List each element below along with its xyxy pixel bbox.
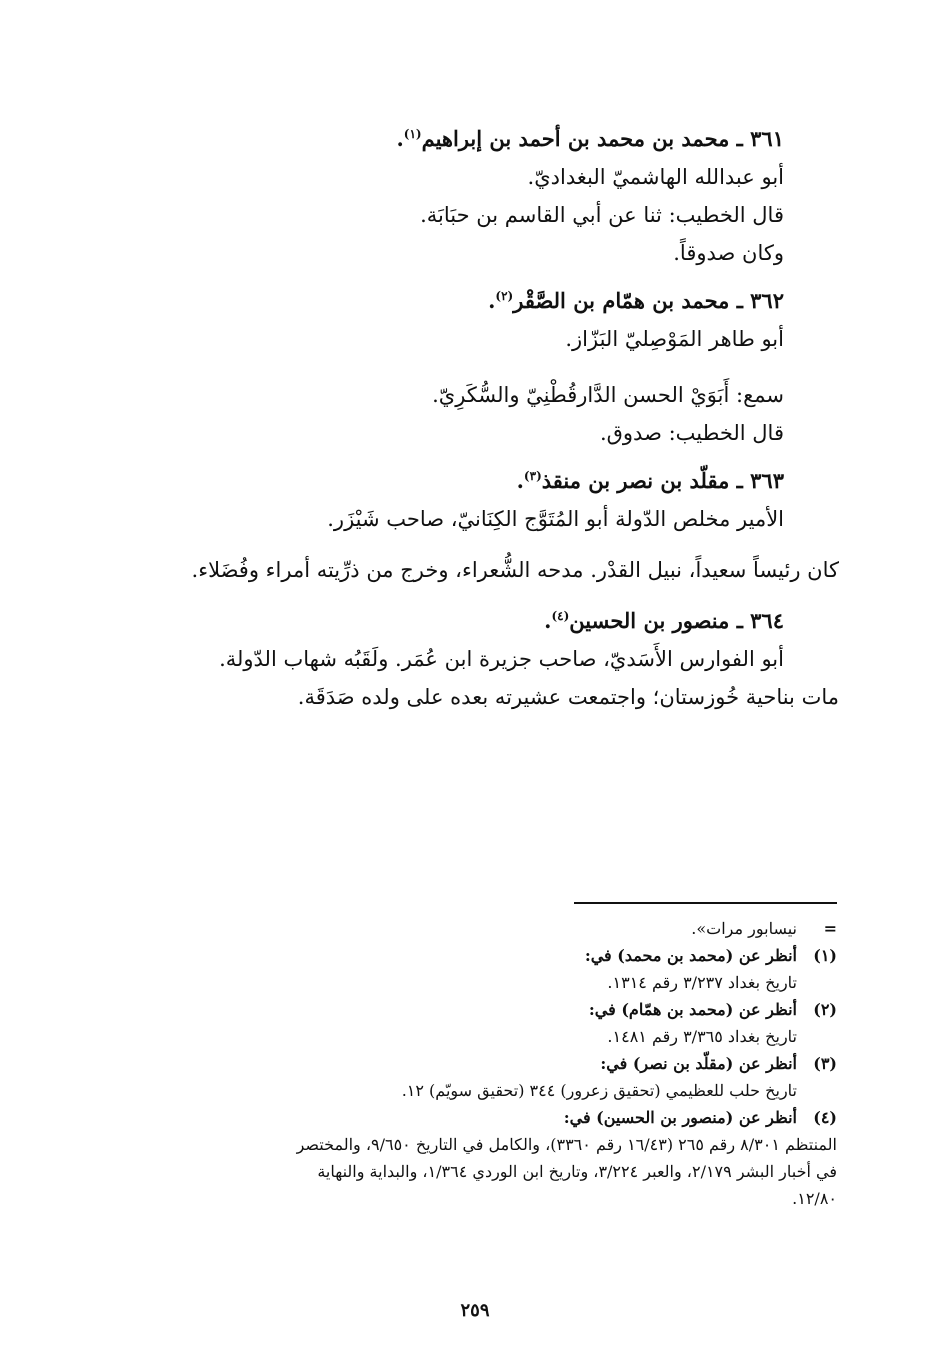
footnote-body [112, 942, 797, 996]
entry-line: قال الخطيب: ثنا عن أبي القاسم بن حبَابَة. [420, 203, 784, 227]
footnote-label: أنظر عن (محمد بن محمد) في: [584, 946, 797, 965]
footnote-3 [112, 1050, 837, 1104]
footnote-body [112, 996, 797, 1050]
entry-heading-363 [84, 462, 784, 500]
footnote-marker: (٤) [551, 609, 570, 623]
heading-end: . [516, 468, 524, 493]
heading-end: . [544, 608, 552, 633]
footnote-label: أنظر عن (محمد بن همّام) في: [588, 1000, 797, 1019]
footnote-line: تاريخ بغداد ٣/٢٣٧ رقم ١٣١٤. [607, 973, 797, 992]
heading-end: . [396, 126, 404, 151]
entry-heading-text: ٣٦١ ـ محمد بن محمد بن أحمد بن إبراهيم [421, 126, 784, 151]
entry-heading-361 [84, 120, 784, 158]
footnote-continuation [112, 915, 837, 942]
footnote-marker: (٢) [495, 289, 514, 303]
entry-line: وكان صدوقاً. [673, 241, 784, 265]
page-number: ٢٥٩ [460, 1300, 490, 1321]
entry-line: سمع: أَبَوَيْ الحسن الدَّارقُطْنِيّ والسُّكَرِيّ. [432, 383, 784, 407]
footnote-body [112, 1050, 797, 1104]
footnote-divider [574, 902, 837, 904]
entry-line: أبو الفوارس الأَسَديّ، صاحب جزيرة ابن عُمَر. ولَقَبُه شهاب الدّولة. [219, 647, 784, 671]
footnote-line: المنتظم ٨/٣٠١ رقم ٢٦٥ (١٦/٤٣ رقم ٣٣٦٠)، والكامل في التاريخ ٩/٦٥٠، والمختصر [296, 1135, 837, 1154]
footnote-4 [112, 1104, 837, 1131]
heading-end: . [488, 288, 496, 313]
footnote-1 [112, 942, 837, 996]
entry-line: أبو طاهر المَوْصِليّ البَزّاز. [565, 327, 784, 351]
footnotes [112, 915, 837, 1212]
footnote-label: أنظر عن (مقلّد بن نصر) في: [600, 1054, 797, 1073]
entry-line: مات بناحية خُوزستان؛ واجتمعت عشيرته بعده على ولده صَدَقَة. [297, 685, 839, 709]
main-text [84, 120, 839, 716]
entry-heading-text: ٣٦٣ ـ مقلّد بن نصر بن منقذ [541, 468, 784, 493]
footnote-number: (٣) [813, 1054, 837, 1073]
footnote-number: (١) [813, 946, 837, 965]
entry-line: أبو عبدالله الهاشميّ البغداديّ. [527, 165, 784, 189]
footnote-line: ١٢/٨٠. [792, 1189, 837, 1208]
entry-heading-362 [84, 282, 784, 320]
footnote-line: تاريخ حلب للعظيمي (تحقيق زعرور) ٣٤٤ (تحقيق سويّم) ١٢. [401, 1081, 797, 1100]
footnote-line: تاريخ بغداد ٣/٣٦٥ رقم ١٤٨١. [607, 1027, 797, 1046]
entry-line: الأمير مخلص الدّولة أبو المُتَوَّج الكِنَانيّ، صاحب شَيْزَر. [327, 507, 784, 531]
footnote-number: (٢) [813, 1000, 837, 1019]
footnote-text: نيسابور مرات». [691, 919, 797, 938]
footnote-body [112, 1104, 797, 1131]
footnote-line: في أخبار البشر ٢/١٧٩، والعبر ٣/٢٢٤، وتاريخ ابن الوردي ١/٣٦٤، والبداية والنهاية [317, 1162, 837, 1181]
footnote-number: (٤) [813, 1108, 837, 1127]
footnote-number: = [823, 919, 837, 938]
footnote-2 [112, 996, 837, 1050]
entry-paragraph: كان رئيساً سعيداً، نبيل القدْر. مدحه الشُّعراء، وخرج من ذرِّيته أمراء وفُضَلاء. [191, 558, 839, 582]
entry-heading-text: ٣٦٤ ـ منصور بن الحسين [569, 608, 784, 633]
entry-heading-364 [84, 602, 784, 640]
entry-heading-text: ٣٦٢ ـ محمد بن همّام بن الصَّقْر [513, 288, 784, 313]
footnote-marker: (١) [403, 127, 422, 141]
entry-line: قال الخطيب: صدوق. [599, 421, 784, 445]
footnote-label: أنظر عن (منصور بن الحسين) في: [563, 1108, 797, 1127]
footnote-marker: (٣) [523, 469, 542, 483]
